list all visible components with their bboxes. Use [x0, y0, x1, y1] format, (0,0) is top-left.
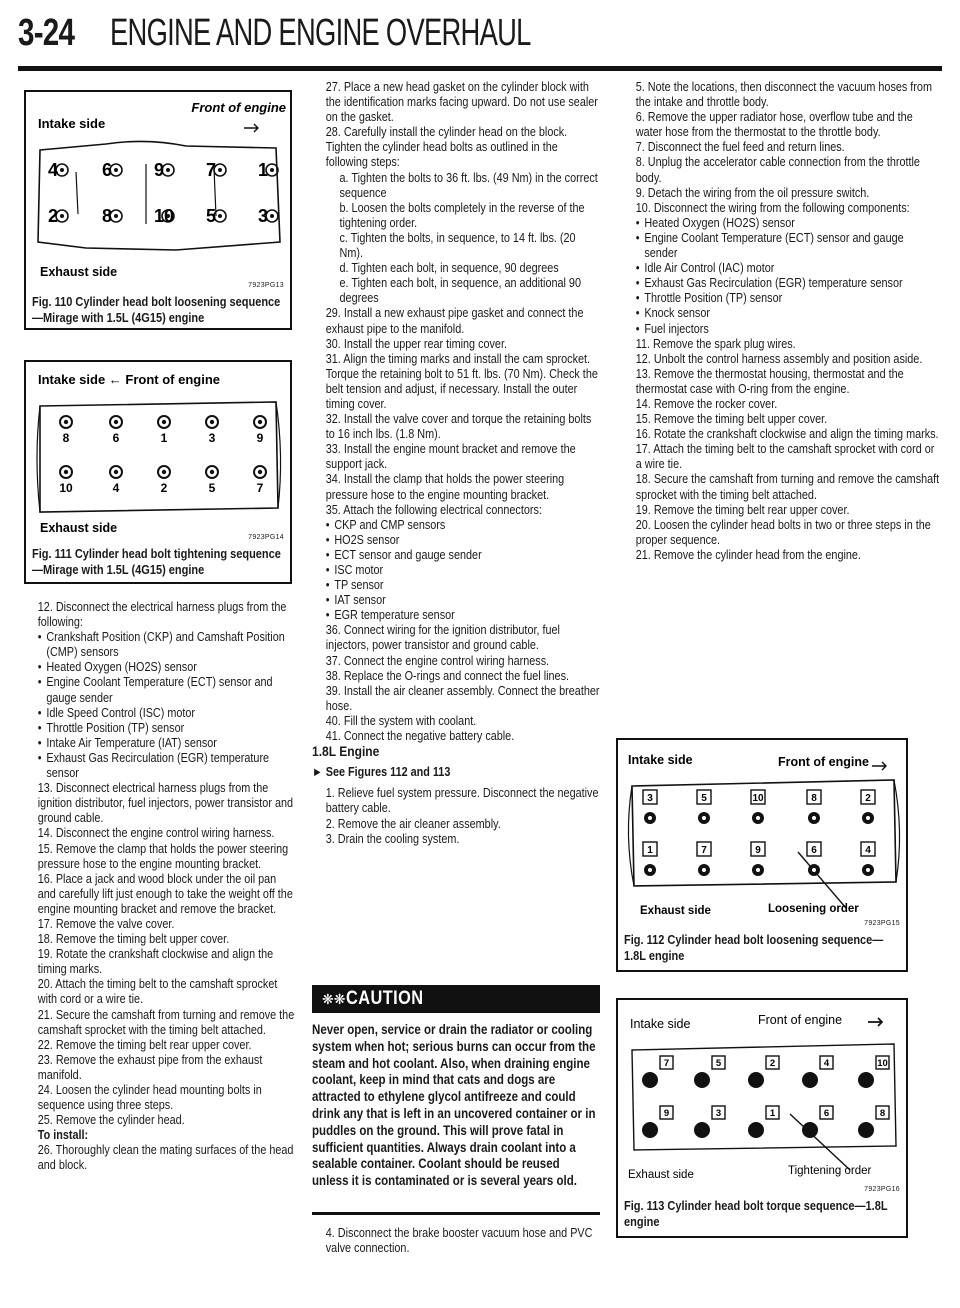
substep-d: d. Tighten each bolt, in sequence, 90 degrees: [339, 261, 559, 276]
bullet: • Engine Coolant Temperature (ECT) sensor and gauge sender: [622, 231, 939, 261]
bullet: • Knock sensor: [622, 306, 939, 321]
s-step-21: 21. Remove the cylinder head from the engine.: [635, 547, 861, 562]
bolt-marker: [110, 466, 122, 495]
s-step-2: 2. Remove the air cleaner assembly.: [325, 816, 501, 831]
svg-text:4: 4: [823, 1058, 830, 1069]
fig112-code: 7923PG15: [864, 920, 900, 927]
bullet: • Crankshaft Position (CKP) and Camshaft Position (CMP) sensors: [24, 630, 295, 660]
svg-text:6: 6: [823, 1108, 830, 1119]
column-3: [622, 80, 940, 563]
cam-outline: [76, 164, 216, 224]
fig111-diagram: [26, 362, 290, 546]
substep-a: a. Tighten the bolts to 36 ft. lbs. (49 Nm) in the correct sequence: [339, 170, 598, 200]
caution-title: CAUTION: [346, 988, 424, 1009]
bullet: • Exhaust Gas Recirculation (EGR) temperature sensor: [24, 751, 295, 781]
bolt-marker: [206, 466, 218, 495]
fig113-exhaust-label: Exhaust side: [628, 1169, 694, 1181]
fig112-front-label: Front of engine: [778, 755, 869, 769]
fig112-caption: Fig. 112 Cylinder head bolt loosening sequence—1.8L engine: [624, 932, 884, 963]
bolt-marker: [154, 206, 174, 226]
fig110-exhaust-label: Exhaust side: [40, 265, 118, 279]
bullet: • HO2S sensor: [312, 533, 601, 548]
s-step-18: 18. Secure the camshaft from turning and remove the camshaft sprocket with the timing belt attached.: [635, 472, 940, 502]
bolt-marker: [858, 1106, 889, 1138]
substep-c: c. Tighten the bolts, in sequence, to 14 ft. lbs. (20 Nm).: [339, 230, 576, 261]
column-1: [24, 600, 296, 1174]
svg-text:7: 7: [256, 481, 264, 495]
figure-110: [24, 90, 292, 330]
bolt-marker: [158, 466, 170, 495]
step-13: 13. Disconnect electrical harness plugs from the ignition distributor, fuel injectors, power transistor and ground cable.: [37, 781, 294, 826]
warning-icon: ❋❋: [322, 991, 346, 1007]
bullet: • Heated Oxygen (HO2S) sensor: [24, 660, 295, 675]
bullet: • Engine Coolant Temperature (ECT) sensor and gauge sender: [24, 675, 295, 705]
bolt-marker: [642, 1056, 673, 1088]
bolt-marker: [858, 1056, 889, 1088]
svg-text:3: 3: [258, 206, 269, 226]
bolt-marker: [254, 416, 266, 445]
svg-text:7: 7: [701, 845, 707, 856]
bolt-marker: [48, 206, 68, 226]
s-step-16: 16. Rotate the crankshaft clockwise and align the timing marks.: [635, 427, 939, 442]
svg-text:5: 5: [208, 481, 216, 495]
svg-text:3: 3: [715, 1108, 722, 1119]
step-38: 38. Replace the O-rings and connect the fuel lines.: [325, 668, 570, 683]
svg-text:2: 2: [769, 1058, 776, 1069]
step-29: 29. Install a new exhaust pipe gasket and connect the exhaust pipe to the manifold.: [325, 306, 584, 336]
bolt-marker: [254, 466, 266, 495]
step-36: 36. Connect wiring for the ignition distributor, fuel injectors, power transistor and ground cable.: [325, 623, 560, 653]
bolt-marker: [154, 160, 174, 180]
bolt-marker: [102, 206, 122, 226]
page-number: 3-24: [18, 12, 75, 54]
s-step-15: 15. Remove the timing belt upper cover.: [635, 412, 828, 427]
step-22: 22. Remove the timing belt rear upper cover.: [37, 1037, 252, 1052]
bullet: • ISC motor: [312, 563, 601, 578]
bolt-marker: [861, 842, 875, 876]
step-41: 41. Connect the negative battery cable.: [325, 729, 515, 744]
step-15: 15. Remove the clamp that holds the power steering pressure hose to the engine mounting bracket.: [37, 841, 289, 871]
svg-text:8: 8: [879, 1108, 886, 1119]
s-step-14: 14. Remove the rocker cover.: [635, 396, 778, 411]
header-rule: [18, 66, 942, 71]
fig111-exhaust-label: Exhaust side: [40, 521, 118, 535]
step-16: 16. Place a jack and wood block under the oil pan and carefully lift just enough to take the weight off the engine mounting bracket and remove the bracket.: [37, 871, 293, 916]
svg-text:1: 1: [258, 160, 269, 180]
s-step-17: 17. Attach the timing belt to the camshaft sprocket with cord or a wire tie.: [635, 442, 935, 472]
bolt-marker: [110, 416, 122, 445]
svg-text:2: 2: [48, 206, 59, 226]
bullet: • Idle Speed Control (ISC) motor: [24, 706, 295, 721]
fig112-intake-label: Intake side: [628, 753, 693, 767]
step-20: 20. Attach the timing belt to the camshaft sprocket with cord or a wire tie.: [37, 977, 278, 1007]
step-27: 27. Place a new head gasket on the cylinder block with the identification marks facing upward. Do not use sealer on the gasket.: [325, 80, 598, 125]
step-32: 32. Install the valve cover and torque the retaining bolts to 16 inch lbs. (1.8 Nm).: [325, 412, 592, 442]
bullet: • TP sensor: [312, 578, 601, 593]
svg-text:1: 1: [647, 845, 653, 856]
svg-text:1: 1: [769, 1108, 776, 1119]
bolt-marker: [48, 160, 68, 180]
step-35: 35. Attach the following electrical connectors:: [325, 502, 542, 517]
svg-text:4: 4: [865, 845, 871, 856]
caution-rule: [312, 1212, 600, 1215]
bolt-marker: [807, 790, 821, 824]
fig113-code: 7923PG16: [864, 1186, 900, 1193]
fig112-diagram: [618, 740, 906, 932]
bullet: • Exhaust Gas Recirculation (EGR) temperature sensor: [622, 276, 939, 291]
fig112-exhaust-label: Exhaust side: [640, 905, 711, 917]
fig110-diagram: [26, 92, 290, 292]
svg-text:10: 10: [752, 793, 764, 804]
bolt-marker: [102, 160, 122, 180]
fig111-code: 7923PG14: [248, 534, 284, 541]
step-40: 40. Fill the system with coolant.: [325, 713, 477, 728]
see-figures-ref: ► See Figures 112 and 113: [312, 765, 451, 780]
step-23: 23. Remove the exhaust pipe from the exhaust manifold.: [37, 1052, 263, 1082]
bolt-marker: [60, 416, 72, 445]
svg-text:5: 5: [715, 1058, 722, 1069]
substep-b: b. Loosen the bolts completely in the reverse of the tightening order.: [339, 200, 585, 230]
svg-text:3: 3: [208, 431, 216, 445]
step-34: 34. Install the clamp that holds the power steering pressure hose to the engine mounting bracket.: [325, 472, 565, 502]
bullet: • EGR temperature sensor: [312, 608, 601, 623]
step-18: 18. Remove the timing belt upper cover.: [37, 932, 230, 947]
step-25: 25. Remove the cylinder head.: [37, 1113, 185, 1128]
step-30: 30. Install the upper rear timing cover.: [325, 336, 507, 351]
caution-text: Never open, service or drain the radiator or cooling system when hot; serious burns can occur from the steam and hot coolant. Also, when draining engine coolant, keep in mind that cats and dogs are attracted to ethylene glycol antifreeze and could drink any that is left in an uncovered container or in puddles on the ground. This will prove fatal in sufficient quantities. Always drain coolant into a sealable container. Coolant should be reused unless it is contaminated or is several years old.: [312, 1022, 596, 1189]
s-step-8: 8. Unplug the accelerator cable connection from the throttle body.: [635, 155, 920, 185]
bolt-marker: [694, 1056, 725, 1088]
step-33: 33. Install the engine mount bracket and remove the support jack.: [325, 442, 576, 472]
bolt-marker: [642, 1106, 673, 1138]
arrow-right-icon: [244, 124, 258, 132]
bullet: • IAT sensor: [312, 593, 601, 608]
svg-text:7: 7: [663, 1058, 670, 1069]
fig110-caption: Fig. 110 Cylinder head bolt loosening sequence—Mirage with 1.5L (4G15) engine: [32, 294, 281, 325]
bullet: • Heated Oxygen (HO2S) sensor: [622, 216, 939, 231]
leader-line: [790, 1114, 850, 1170]
arrow-right-icon: [872, 762, 886, 770]
svg-text:6: 6: [811, 845, 817, 856]
bolt-marker: [807, 842, 821, 876]
figure-112: [616, 738, 908, 972]
page-title: ENGINE AND ENGINE OVERHAUL: [110, 12, 531, 54]
bullet: • Idle Air Control (IAC) motor: [622, 261, 939, 276]
s-step-3: 3. Drain the cooling system.: [325, 831, 460, 846]
s-step-20: 20. Loosen the cylinder head bolts in two or three steps in the proper sequence.: [635, 517, 931, 547]
svg-text:8: 8: [102, 206, 113, 226]
bullet: • ECT sensor and gauge sender: [312, 548, 601, 563]
svg-text:9: 9: [755, 845, 761, 856]
s-step-13: 13. Remove the thermostat housing, thermostat and the thermostat case with O-ring from the engine.: [635, 366, 904, 396]
bullet: • CKP and CMP sensors: [312, 518, 601, 533]
svg-text:10: 10: [59, 481, 73, 495]
step-24: 24. Loosen the cylinder head mounting bolts in sequence using three steps.: [37, 1083, 262, 1113]
fig113-front-label: Front of engine: [758, 1013, 843, 1027]
svg-text:4: 4: [48, 160, 59, 180]
svg-text:8: 8: [62, 431, 70, 445]
step-26: 26. Thoroughly clean the mating surfaces of the head and block.: [37, 1143, 294, 1173]
bolt-marker: [751, 842, 765, 876]
bullet: • Fuel injectors: [622, 322, 939, 337]
to-install-heading: To install:: [37, 1128, 89, 1143]
bolt-marker: [802, 1106, 833, 1138]
svg-text:9: 9: [663, 1108, 670, 1119]
substep-e: e. Tighten each bolt, in sequence, an additional 90 degrees: [339, 276, 581, 306]
svg-text:6: 6: [102, 160, 113, 180]
step-37: 37. Connect the engine control wiring harness.: [325, 653, 550, 668]
bolt-marker: [802, 1056, 833, 1088]
svg-text:7: 7: [206, 160, 217, 180]
arrow-right-icon: [868, 1018, 882, 1026]
bolt-marker: [258, 206, 278, 226]
bolt-marker: [206, 160, 226, 180]
s-step-7: 7. Disconnect the fuel feed and return lines.: [635, 140, 845, 155]
svg-text:10: 10: [877, 1058, 888, 1069]
bullet: • Throttle Position (TP) sensor: [24, 721, 295, 736]
fig113-caption: Fig. 113 Cylinder head bolt torque sequence—1.8L engine: [624, 1198, 888, 1229]
svg-text:2: 2: [865, 793, 871, 804]
bullet: • Throttle Position (TP) sensor: [622, 291, 939, 306]
fig110-intake-label: Intake side: [38, 116, 106, 131]
svg-text:10: 10: [154, 206, 175, 226]
bolt-marker: [258, 160, 278, 180]
leader-line: [798, 852, 846, 908]
step-21: 21. Secure the camshaft from turning and remove the camshaft sprocket with the timing belt attached.: [37, 1007, 295, 1037]
bolt-marker: [206, 206, 226, 226]
fig110-code: 7923PG13: [248, 282, 284, 289]
bolt-marker: [59, 466, 73, 495]
fig111-header-label: Intake side ← Front of engine: [38, 372, 221, 387]
step-19: 19. Rotate the crankshaft clockwise and align the timing marks.: [37, 947, 274, 977]
svg-text:1: 1: [160, 431, 168, 445]
bolt-marker: [748, 1106, 779, 1138]
svg-text:2: 2: [160, 481, 168, 495]
fig112-order-label: Loosening order: [768, 903, 859, 915]
step-12: 12. Disconnect the electrical harness plugs from the following:: [37, 600, 287, 630]
bolt-marker: [206, 416, 218, 445]
step-17: 17. Remove the valve cover.: [37, 916, 175, 931]
step-31: 31. Align the timing marks and install the cam sprocket. Torque the retaining bolt to 51 ft. lbs. (70 Nm). Check the belt tension and adjust, if necessary. Install the outer timing cover.: [325, 351, 598, 411]
svg-text:3: 3: [647, 793, 653, 804]
s-step-5: 5. Note the locations, then disconnect the vacuum hoses from the intake and throttle body.: [635, 80, 932, 110]
s-step-4: 4. Disconnect the brake booster vacuum hose and PVC valve connection.: [325, 1226, 593, 1256]
bullet: • Intake Air Temperature (IAT) sensor: [24, 736, 295, 751]
step-39: 39. Install the air cleaner assembly. Connect the breather hose.: [325, 683, 600, 713]
svg-text:9: 9: [154, 160, 165, 180]
fig110-front-label: Front of engine: [191, 100, 286, 115]
column-2: [312, 80, 602, 847]
cylinder-head-outline: [38, 141, 280, 250]
bolt-marker: [643, 842, 657, 876]
step-14: 14. Disconnect the engine control wiring harness.: [37, 826, 275, 841]
fig111-caption: Fig. 111 Cylinder head bolt tightening sequence—Mirage with 1.5L (4G15) engine: [32, 546, 281, 577]
column-2-tail: [312, 1226, 602, 1256]
step-28: 28. Carefully install the cylinder head on the block. Tighten the cylinder head bolts as outlined in the following steps:: [325, 125, 568, 170]
bolt-marker: [748, 1056, 779, 1088]
s-step-12: 12. Unbolt the control harness assembly and position aside.: [635, 351, 923, 366]
bolt-marker: [158, 416, 170, 445]
svg-text:4: 4: [112, 481, 120, 495]
s-step-11: 11. Remove the spark plug wires.: [635, 336, 796, 351]
bolt-marker: [697, 790, 711, 824]
svg-text:5: 5: [206, 206, 217, 226]
bolt-marker: [643, 790, 657, 824]
s-step-19: 19. Remove the timing belt rear upper cover.: [635, 502, 850, 517]
s-step-10: 10. Disconnect the wiring from the following components:: [635, 200, 910, 215]
s-step-6: 6. Remove the upper radiator hose, overflow tube and the water hose from the thermostat to the throttle body.: [635, 110, 913, 140]
bolt-marker: [861, 790, 875, 824]
bolt-marker: [697, 842, 711, 876]
s-step-1: 1. Relieve fuel system pressure. Disconnect the negative battery cable.: [325, 786, 599, 816]
svg-text:8: 8: [811, 793, 817, 804]
figure-111: [24, 360, 292, 584]
figure-113: [616, 998, 908, 1238]
fig113-intake-label: Intake side: [630, 1017, 691, 1031]
svg-text:6: 6: [112, 431, 120, 445]
bolt-marker: [694, 1106, 725, 1138]
caution-banner: [312, 985, 600, 1013]
s-step-9: 9. Detach the wiring from the oil pressure switch.: [635, 185, 870, 200]
svg-text:9: 9: [256, 431, 264, 445]
page-header: [18, 8, 942, 72]
section-heading-1-8l: 1.8L Engine: [312, 743, 380, 760]
fig113-diagram: [618, 1000, 906, 1196]
fig113-order-label: Tightening order: [788, 1165, 872, 1177]
svg-text:5: 5: [701, 793, 707, 804]
bolt-marker: [751, 790, 765, 824]
